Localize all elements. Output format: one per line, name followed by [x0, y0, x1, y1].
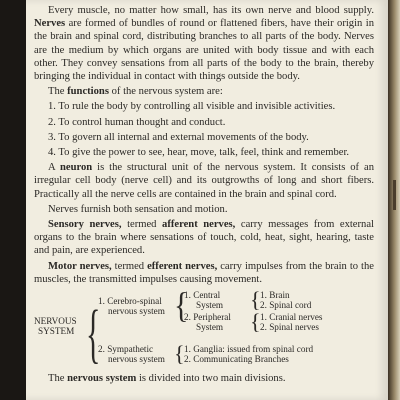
function-item-3: 3. To govern all internal and external movements of the body. [48, 131, 309, 143]
function-item-4: 4. To give the power to see, hear, move, talk, feel, think and remember. [48, 147, 350, 159]
paragraph-motor [34, 260, 374, 286]
diagram-cerebro-spinal-sub: nervous system [108, 306, 165, 317]
diagram-brace-sympathetic: { [174, 341, 185, 367]
paragraph-nerves [34, 4, 374, 83]
term-sensory-nerves: Sensory nerves, [48, 219, 122, 231]
diagram-sympathetic: 2. Sympathetic [98, 344, 154, 355]
diagram-spinal-nerves: 2. Spinal nerves [260, 322, 319, 333]
diagram-cerebro-spinal: 1. Cerebro-spinal [98, 296, 162, 307]
diagram-peripheral: 2. Peripheral [184, 312, 231, 323]
diagram-brain: 1. Brain [260, 290, 290, 301]
diagram-sympathetic-sub: nervous system [108, 354, 165, 365]
paragraph-divisions [34, 372, 374, 385]
text: termed [127, 219, 157, 231]
diagram-root-line-1: NERVOUS [34, 316, 77, 327]
text: of the nervous system are: [111, 86, 223, 98]
term-neuron: neuron [60, 162, 93, 174]
paragraph-sensory [34, 218, 374, 258]
text: The [48, 373, 65, 385]
function-item-1: 1. To rule the body by controlling all visible and invisible activities. [48, 101, 336, 113]
text: is the structural unit of the nervous system. It consists of an irregular cell body (nerve cell) and its outgrowths of long and short fibers. Practically all the nerve cells are contained in the brain and spinal cord. [34, 162, 375, 200]
functions-intro [34, 85, 374, 98]
page-content [34, 4, 374, 387]
diagram-brace-root: { [86, 297, 101, 371]
diagram-root-line-2: SYSTEM [38, 326, 75, 337]
edge-mark [393, 180, 396, 210]
paragraph-sensation-motion: Nerves furnish both sensation and motion. [48, 203, 228, 215]
term-functions: functions [67, 86, 109, 98]
function-item-2: 2. To control human thought and conduct. [48, 116, 226, 128]
diagram-brace-cerebro: { [174, 285, 189, 326]
diagram-cranial-nerves: 1. Cranial nerves [260, 312, 323, 323]
text: termed [114, 260, 145, 272]
diagram-communicating-branches: 2. Communicating Branches [184, 354, 289, 365]
term-afferent-nerves: afferent nerves, [162, 219, 236, 231]
paragraph-neuron [34, 161, 374, 201]
text: carry impulses from the brain to the muscles, the transmitted impulses causing movement. [34, 260, 374, 285]
text: The [48, 86, 65, 98]
term-nervous-system: nervous system [67, 373, 137, 385]
text: Every muscle, no matter how small, has its own nerve and blood supply. [48, 5, 374, 16]
text: are formed of bundles of round or flattened fibers, have their origin in the brain and spinal cord, distributing branches to all parts of the body. Nerves are the medium by which organs are united with body tissue and with each other. They convey sensations from all parts of the body to the brain, thereby bringing the individual in contact with things outside the body. [34, 18, 374, 83]
diagram-brace-central: { [250, 287, 261, 313]
diagram-central-sub: System [196, 300, 224, 311]
nervous-system-diagram [34, 285, 374, 371]
diagram-central: 1. Central [184, 290, 221, 301]
text: is divided into two main divisions. [138, 373, 286, 385]
diagram-peripheral-sub: System [196, 322, 224, 333]
term-nerves: Nerves [34, 18, 66, 30]
text: A [48, 162, 56, 174]
diagram-spinal-cord: 2. Spinal cord [260, 300, 312, 311]
diagram-ganglia: 1. Ganglia: issued from spinal cord [184, 344, 314, 355]
text: carry messages from external organs to the brain where sensations of touch, cold, heat, sight, hearing, taste and pain, are experienced. [34, 219, 374, 257]
term-motor-nerves: Motor nerves, [48, 260, 112, 272]
term-efferent-nerves: efferent nerves, [147, 260, 218, 272]
diagram-brace-peripheral: { [250, 309, 261, 335]
